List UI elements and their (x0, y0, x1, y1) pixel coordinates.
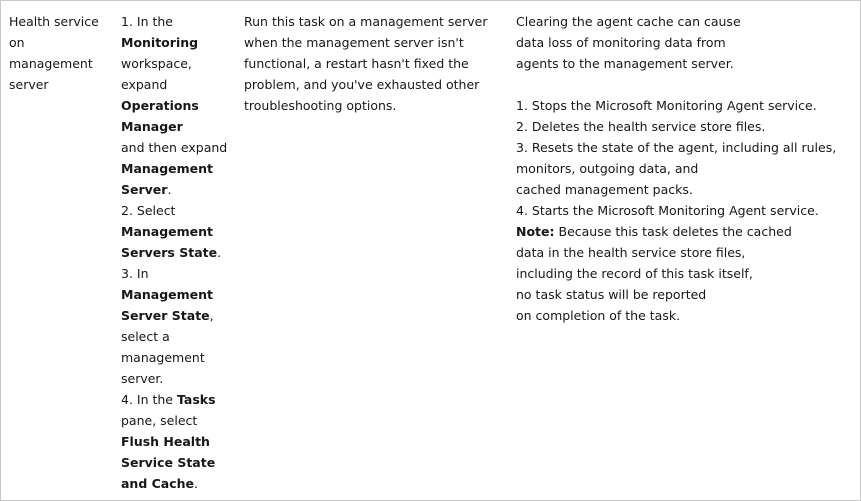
target-line: management (9, 56, 93, 71)
step-text: . (167, 182, 172, 197)
note-line: on completion of the task. (516, 308, 681, 323)
when-line: when the management server isn't (244, 35, 464, 50)
target-line: on (9, 35, 25, 50)
list-line: 4. Starts the Microsoft Monitoring Agent service. (516, 203, 819, 218)
step-line (121, 263, 236, 284)
step-line (121, 221, 236, 242)
list-line: cached management packs. (516, 182, 693, 197)
when-line: Run this task on a management server (244, 14, 488, 29)
step-text: 1. In the (121, 14, 173, 29)
step-text: 4. In the (121, 392, 177, 407)
step-bold-text: Flush Health (121, 434, 210, 449)
step-text: workspace, (121, 56, 192, 71)
step-line (121, 326, 236, 347)
step-bold-text: Server State (121, 308, 210, 323)
intro-line: Clearing the agent cache can cause (516, 14, 741, 29)
step-text: 3. In (121, 266, 149, 281)
step-line (121, 368, 236, 389)
step-line (121, 347, 236, 368)
step-bold-text: Service State (121, 455, 216, 470)
step-text: server. (121, 371, 164, 386)
when-cell (244, 11, 504, 116)
target-line: Health service (9, 14, 99, 29)
step-text: and then expand (121, 140, 228, 155)
step-bold-text: Management (121, 287, 214, 302)
step-bold-text: Monitoring (121, 35, 199, 50)
step-bold-text: Server (121, 182, 168, 197)
step-line (121, 74, 236, 95)
when-line: problem, and you've exhausted other (244, 77, 480, 92)
step-bold-text: Operations (121, 98, 199, 113)
consequences-cell (516, 11, 856, 326)
note-line (516, 221, 856, 242)
step-bold-text: Management (121, 224, 214, 239)
step-line (121, 452, 236, 473)
step-bold-text: Tasks (176, 392, 216, 407)
step-line (121, 53, 236, 74)
step-text: 2. Select (121, 203, 176, 218)
step-line (121, 473, 236, 494)
step-line (121, 242, 236, 263)
step-text: select a (121, 329, 170, 344)
step-line (121, 32, 236, 53)
when-line: functional, a restart hasn't fixed the (244, 56, 469, 71)
step-text: pane, select (121, 413, 198, 428)
step-line (121, 11, 236, 32)
note-line: including the record of this task itself, (516, 266, 753, 281)
step-line (121, 389, 236, 410)
paragraph-gap (516, 74, 856, 95)
list-line: 1. Stops the Microsoft Monitoring Agent service. (516, 98, 817, 113)
intro-line: data loss of monitoring data from (516, 35, 726, 50)
note-text: Because this task deletes the cached (554, 224, 792, 239)
list-line: 2. Deletes the health service store files. (516, 119, 766, 134)
step-line (121, 305, 236, 326)
step-line (121, 137, 236, 158)
when-line: troubleshooting options. (244, 98, 397, 113)
step-text: expand (121, 77, 168, 92)
step-line (121, 431, 236, 452)
step-bold-text: Management (121, 161, 214, 176)
step-text: . (217, 245, 222, 260)
step-text: . (194, 476, 199, 491)
note-line: data in the health service store files, (516, 245, 746, 260)
note-line: no task status will be reported (516, 287, 707, 302)
step-line (121, 284, 236, 305)
step-line (121, 200, 236, 221)
intro-line: agents to the management server. (516, 56, 734, 71)
step-line (121, 179, 236, 200)
steps-cell (121, 11, 236, 494)
list-line: 3. Resets the state of the agent, including all rules, (516, 140, 837, 155)
list-line: monitors, outgoing data, and (516, 161, 699, 176)
step-bold-text: and Cache (121, 476, 195, 491)
step-line (121, 116, 236, 137)
step-line (121, 158, 236, 179)
step-text: , (209, 308, 214, 323)
target-cell (9, 11, 109, 95)
step-bold-text: Manager (121, 119, 183, 134)
step-line (121, 95, 236, 116)
step-bold-text: Servers State (121, 245, 218, 260)
step-text: management (121, 350, 205, 365)
target-line: server (9, 77, 49, 92)
note-label: Note: (516, 224, 555, 239)
step-line (121, 410, 236, 431)
